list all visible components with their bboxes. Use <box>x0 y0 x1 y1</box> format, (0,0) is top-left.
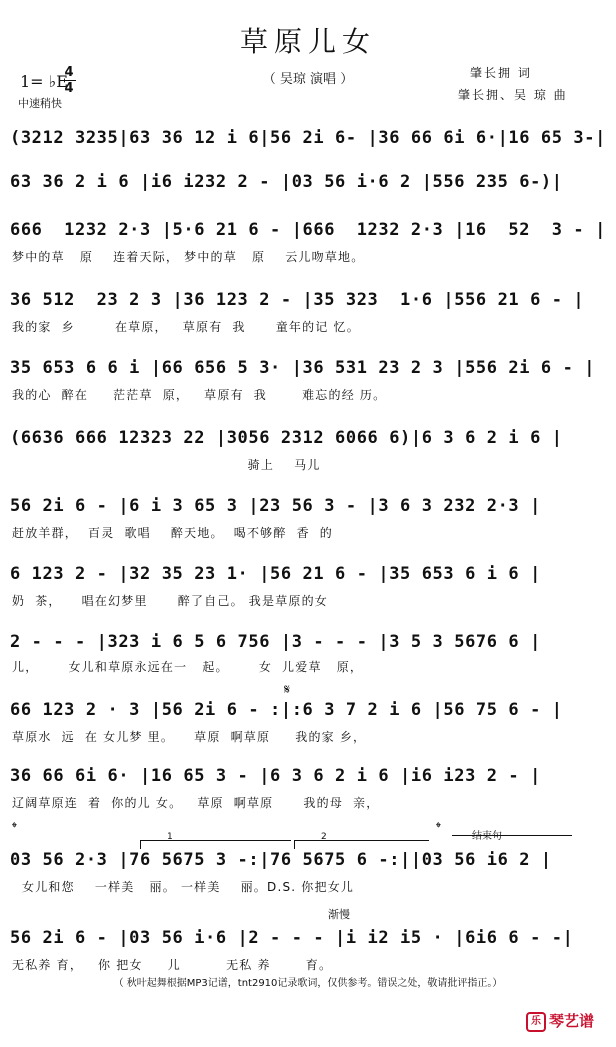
ending-bracket <box>452 835 572 836</box>
score-notes-line-7: 56 2i 6 - |6 i 3 65 3 |23 56 3 - |3 6 3 232 2·3 | <box>10 496 541 516</box>
time-signature <box>62 66 76 95</box>
score-notes-line-1: (3212 3235|63 36 12 i 6|56 2i 6- |36 66 6i 6·|16 65 3-| <box>10 128 606 148</box>
score-notes-line-10: 66 123 2 · 3 |56 2i 6 - :|:6 3 7 2 i 6 |56 75 6 - | <box>10 700 563 720</box>
time-signature-top: 4 <box>64 65 74 80</box>
lyricist-credit: 肇长拥 词 <box>470 66 532 80</box>
score-lyrics-line-9: 儿， 女儿和草原永远在一 起。 女 儿爱草 原， <box>12 660 364 674</box>
score-lyrics-line-4: 我的家 乡 在草原， 草原有 我 童年的记 忆。 <box>12 320 360 334</box>
score-notes-line-12: 03 56 2·3 |76 5675 3 -:|76 5675 6 -:||03 56 i6 2 | <box>10 850 552 870</box>
logo-text: 琴艺谱 <box>549 1012 595 1030</box>
ending-label: 结束句 <box>472 831 502 842</box>
logo-icon: 乐 <box>526 1012 546 1032</box>
tempo-marking: 中速稍快 <box>18 97 62 110</box>
first-ending-number: 1 <box>167 832 173 842</box>
score-lyrics-line-8: 奶 茶， 唱在幻梦里 醉了自己。 我是草原的女 <box>12 594 328 608</box>
score-notes-line-3: 666 1232 2·3 |5·6 21 6 - |666 1232 2·3 |16 52 3 - | <box>10 220 606 240</box>
score-notes-line-11: 36 66 6i 6· |16 65 3 - |6 3 6 2 i 6 |i6 i23 2 - | <box>10 766 541 786</box>
score-lyrics-line-3: 梦中的草 原 连着天际， 梦中的草 原 云儿吻草地。 <box>12 250 365 264</box>
second-ending-number: 2 <box>321 832 327 842</box>
site-logo <box>526 1010 594 1032</box>
score-lyrics-line-6: 骑上 马儿 <box>12 458 321 472</box>
score-notes-line-6: (6636 666 12323 22 |3056 2312 6066 6)|6 3 6 2 i 6 | <box>10 428 563 448</box>
score-notes-line-9: 2 - - - |323 i 6 5 6 756 |3 - - - |3 5 3 5676 6 | <box>10 632 541 652</box>
performer-label: （ 吴琼 演唱 ） <box>262 72 354 87</box>
coda-sign: 𝄌 <box>436 820 441 836</box>
ritardando-marking: 渐慢 <box>328 908 350 921</box>
score-notes-line-8: 6 123 2 - |32 35 23 1· |56 21 6 - |35 653 6 i 6 | <box>10 564 541 584</box>
key-signature: 1= ♭E <box>20 72 68 91</box>
transcription-note: （ 秋叶起舞根据MP3记谱，tnt2910记录歌词，仅供参考。错误之处，敬请批评指正。） <box>113 978 503 989</box>
score-lyrics-line-12: 女儿和您 一样美 丽。 一样美 丽。D.S. 你把女儿 <box>12 880 355 894</box>
page-title: 草原儿女 <box>239 25 376 58</box>
score-notes-line-13: 56 2i 6 - |03 56 i·6 |2 - - - |i i2 i5 · |6i6 6 - -| <box>10 928 574 948</box>
score-lyrics-line-7: 赶放羊群， 百灵 歌唱 醉天地。 喝不够醉 香 的 <box>12 526 334 540</box>
segno-sign: 𝄋 <box>284 682 291 698</box>
score-lyrics-line-11: 辽阔草原连 着 你的儿 女。 草原 啊草原 我的母 亲， <box>12 796 380 810</box>
time-signature-bottom: 4 <box>64 81 74 96</box>
composer-credit: 肇长拥、吴 琼 曲 <box>458 88 568 102</box>
score-lyrics-line-5: 我的心 醉在 茫茫草 原， 草原有 我 难忘的经 历。 <box>12 388 387 402</box>
first-ending-bracket <box>140 832 291 849</box>
score-notes-line-4: 36 512 23 2 3 |36 123 2 - |35 323 1·6 |556 21 6 - | <box>10 290 585 310</box>
coda-sign: 𝄌 <box>12 820 17 836</box>
score-notes-line-5: 35 653 6 6 i |66 656 5 3· |36 531 23 2 3 |556 2i 6 - | <box>10 358 596 378</box>
score-lyrics-line-13: 无私养 育， 你 把女 儿 无私 养 育。 <box>12 958 333 972</box>
score-notes-line-2: 63 36 2 i 6 |i6 i232 2 - |03 56 i·6 2 |556 235 6-)| <box>10 172 563 192</box>
score-lyrics-line-10: 草原水 远 在 女儿梦 里。 草原 啊草原 我的家 乡， <box>12 730 367 744</box>
second-ending-bracket <box>294 832 429 849</box>
